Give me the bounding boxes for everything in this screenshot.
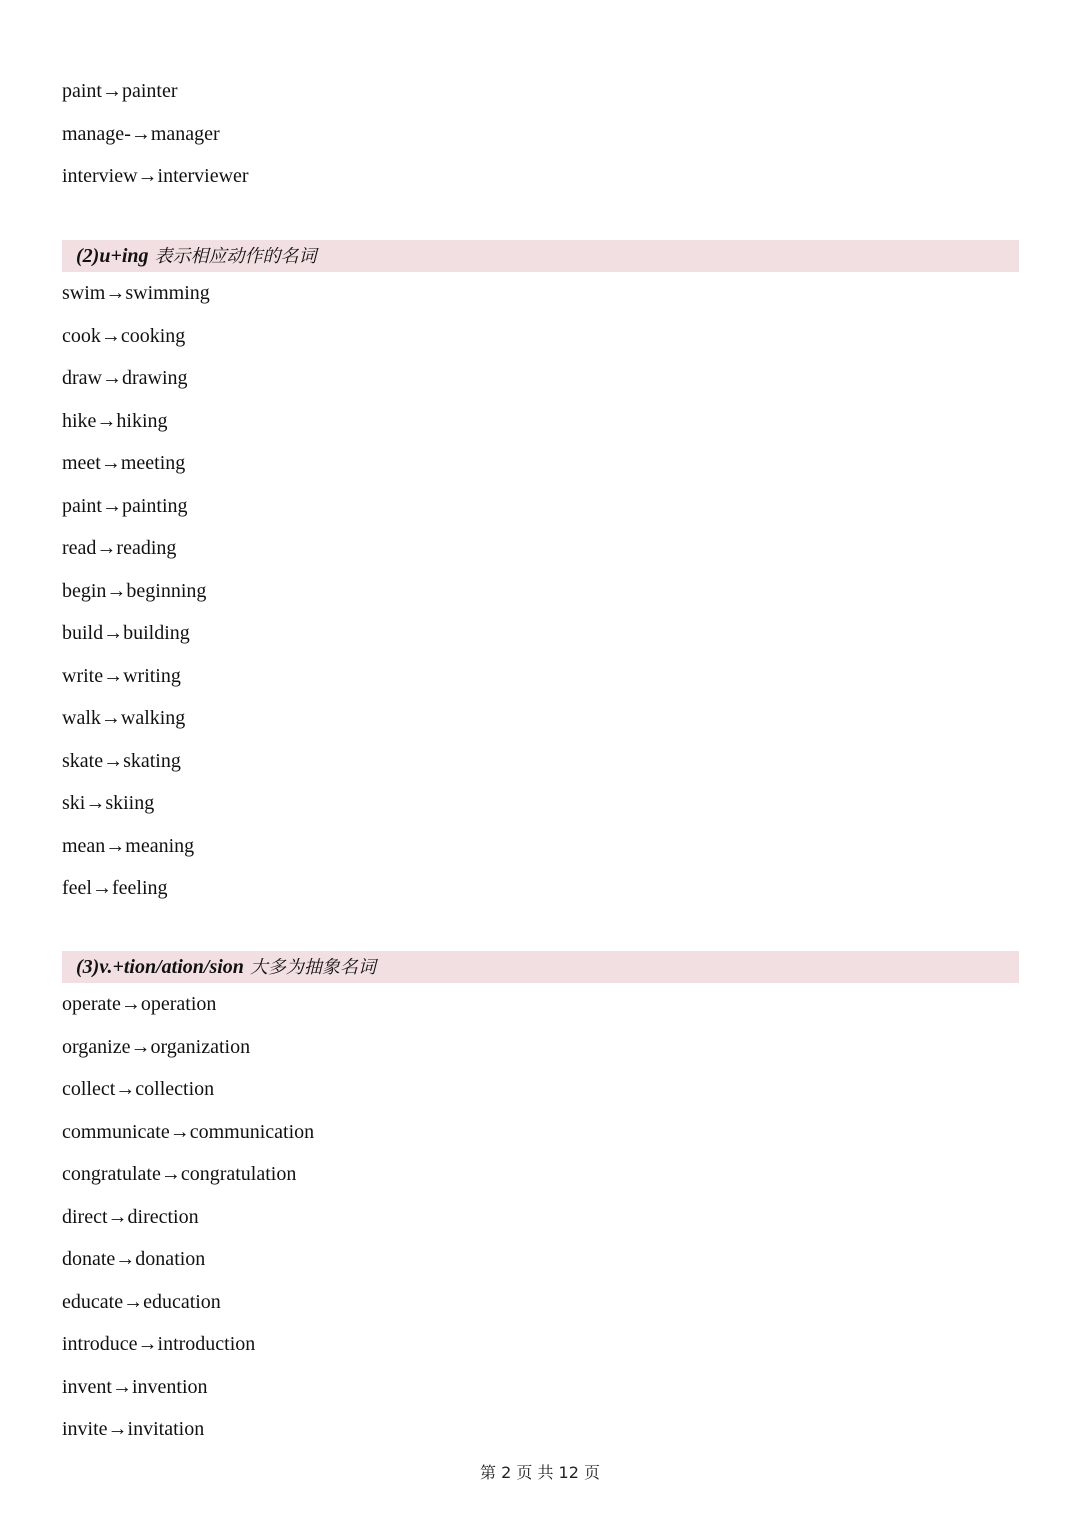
word-pair-item: swim→swimming xyxy=(62,282,210,304)
section-2-header xyxy=(62,240,1019,272)
word-pair-item: congratulate→congratulation xyxy=(62,1163,297,1185)
page-footer: 第 2 页 共 12 页 xyxy=(480,1463,600,1482)
word-pair-item: hike→hiking xyxy=(62,409,168,432)
word-pair-item: invent→invention xyxy=(62,1375,208,1398)
word-pair-item: communicate→communication xyxy=(62,1120,315,1143)
word-pair-item: build→building xyxy=(62,622,190,644)
word-list-section-3 xyxy=(62,991,314,1459)
word-pair-item: interview→interviewer xyxy=(62,165,249,187)
word-pair-item: invite→invitation xyxy=(62,1418,205,1440)
section-2-title-cn: 表示相应动作的名词 xyxy=(154,246,317,267)
word-pair-item: educate→education xyxy=(62,1290,221,1313)
word-pair-item: read→reading xyxy=(62,537,177,559)
word-pair-item: organize→organization xyxy=(62,1035,251,1058)
section-3-header xyxy=(62,951,1019,983)
word-pair-item: skate→skating xyxy=(62,749,181,772)
word-pair-item: walk→walking xyxy=(62,707,186,729)
word-pair-item: cook→cooking xyxy=(62,324,186,347)
word-pair-item: draw→drawing xyxy=(62,367,188,389)
word-list-top xyxy=(62,78,249,206)
section-3-title-cn: 大多为抽象名词 xyxy=(249,957,376,978)
word-pair-item: begin→beginning xyxy=(62,579,207,602)
word-pair-item: direct→direction xyxy=(62,1205,199,1228)
word-list-section-2 xyxy=(62,280,210,918)
word-pair-item: meet→meeting xyxy=(62,452,186,474)
section-2-title-en: (2)u+ing xyxy=(76,245,149,267)
word-pair-item: donate→donation xyxy=(62,1248,206,1270)
word-pair-item: paint→painting xyxy=(62,494,188,517)
word-pair-item: introduce→introduction xyxy=(62,1333,256,1355)
section-3-title-en: (3)v.+tion/ation/sion xyxy=(76,956,244,978)
word-pair-item: manage-→manager xyxy=(62,122,220,145)
word-pair-item: paint→painter xyxy=(62,80,178,102)
word-pair-item: ski→skiing xyxy=(62,792,155,814)
word-pair-item: collect→collection xyxy=(62,1078,215,1100)
word-pair-item: write→writing xyxy=(62,664,181,687)
word-pair-item: feel→feeling xyxy=(62,877,168,899)
word-pair-item: mean→meaning xyxy=(62,834,195,857)
word-pair-item: operate→operation xyxy=(62,993,217,1015)
